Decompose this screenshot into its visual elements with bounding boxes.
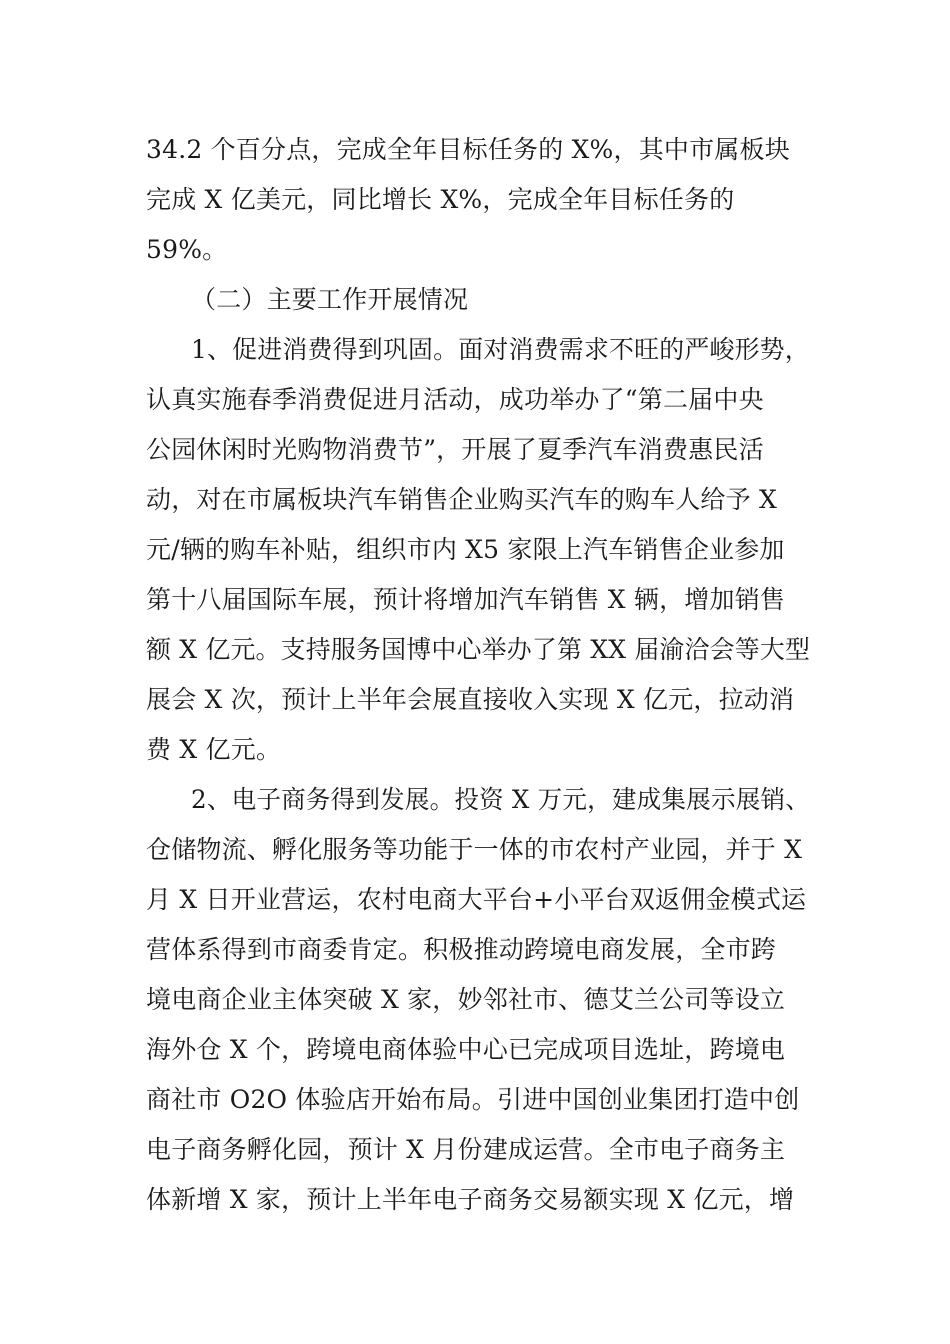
paragraph-line: 认真实施春季消费促进月活动，成功举办了“第二届中央 [146, 385, 764, 414]
paragraph-line: 海外仓 X 个，跨境电商体验中心已完成项目选址，跨境电 [146, 1035, 786, 1064]
paragraph-line: 完成 X 亿美元，同比增长 X%，完成全年目标任务的 [146, 185, 735, 214]
paragraph-line: 境电商企业主体突破 X 家，妙邻社市、德艾兰公司等设立 [146, 985, 786, 1014]
paragraph-line: 仓储物流、孵化服务等功能于一体的市农村产业园，并于 X [146, 835, 803, 864]
paragraph-line: 元/辆的购车补贴，组织市内 X5 家限上汽车销售企业参加 [146, 535, 785, 564]
paragraph-line: 34.2 个百分点，完成全年目标任务的 X%，其中市属板块 [146, 135, 790, 164]
paragraph-line: 动，对在市属板块汽车销售企业购买汽车的购车人给予 X [146, 485, 777, 514]
paragraph-line: 1、促进消费得到巩固。面对消费需求不旺的严峻形势， [191, 335, 810, 364]
paragraph-line: 59%。 [146, 235, 228, 264]
paragraph-line: 营体系得到市商委肯定。积极推动跨境电商发展，全市跨 [146, 935, 777, 964]
paragraph-line: 商社市 O2O 体验店开始布局。引进中国创业集团打造中创 [146, 1085, 800, 1114]
section-heading: （二）主要工作开展情况 [191, 285, 469, 314]
paragraph-line: 第十八届国际车展，预计将增加汽车销售 X 辆，增加销售 [146, 585, 786, 614]
paragraph-line: 公园休闲时光购物消费节”，开展了夏季汽车消费惠民活 [146, 435, 764, 464]
paragraph-line: 电子商务孵化园，预计 X 月份建成运营。全市电子商务主 [146, 1135, 786, 1164]
paragraph-line: 展会 X 次，预计上半年会展直接收入实现 X 亿元，拉动消 [146, 685, 795, 714]
paragraph-line: 费 X 亿元。 [146, 735, 282, 764]
paragraph-line: 2、电子商务得到发展。投资 X 万元，建成集展示展销、 [191, 785, 810, 814]
paragraph-line: 月 X 日开业营运，农村电商大平台+小平台双返佣金模式运 [146, 885, 807, 914]
paragraph-line: 额 X 亿元。支持服务国博中心举办了第 XX 届渝洽会等大型 [146, 635, 811, 664]
paragraph-line: 体新增 X 家，预计上半年电子商务交易额实现 X 亿元，增 [146, 1185, 795, 1214]
